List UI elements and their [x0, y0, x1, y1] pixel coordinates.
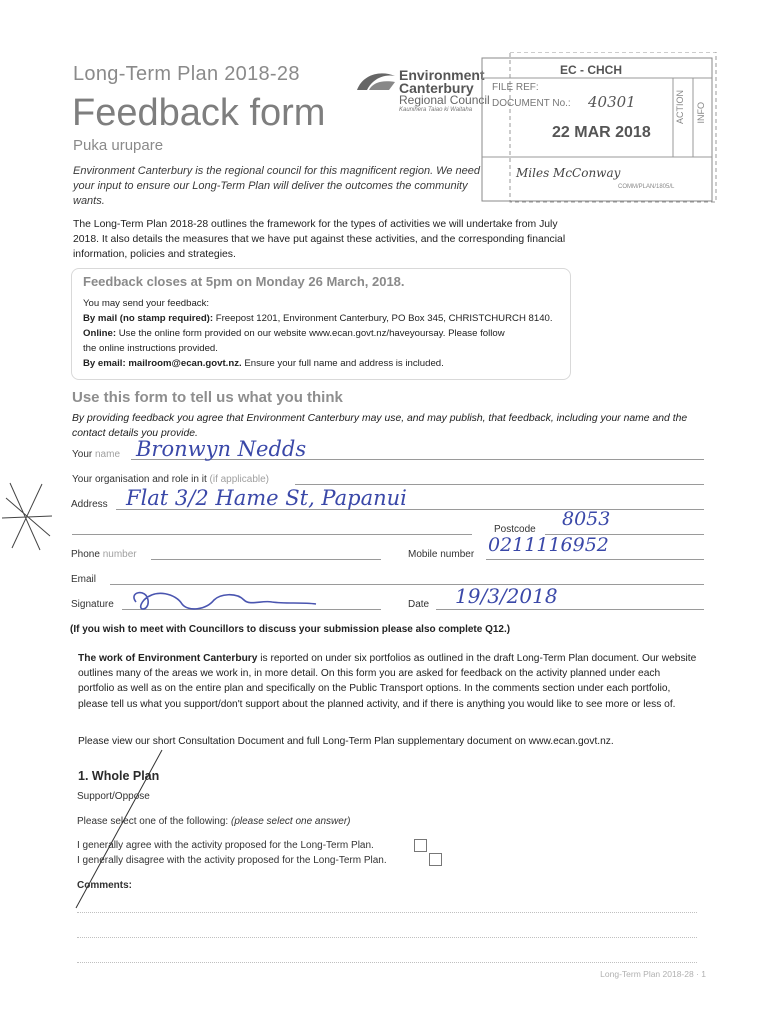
address-field-line2[interactable] — [72, 534, 472, 535]
support-oppose-label: Support/Oppose — [77, 791, 150, 802]
logo-line-4: Kaunihera Taiao ki Waitaha — [399, 107, 473, 113]
org-label: Your organisation and role in it (if applicable) — [72, 474, 269, 485]
work-description: The work of Environment Canterbury is reported on under six portfolios as outlined in the draft Long-Term Plan document. Our website outlines many of the areas we work in, in more detail. On this form you are asked for feedback on the activity planned under each portfolio as well as on the entire plan and specifically on the Public Transport options. In the comments section under each portfolio, please tell us what you support/don't support about the planned activity, and if there is anything you would like to see more or less of. — [78, 653, 697, 710]
stamp-action: ACTION — [675, 90, 685, 125]
online-instructions-cont: the online instructions provided. — [83, 343, 218, 354]
date-label: Date — [408, 599, 430, 610]
stamp-info: INFO — [696, 102, 706, 124]
organisation-field[interactable] — [295, 484, 704, 485]
signature-scribble-icon — [126, 586, 326, 618]
stamp-signature: Miles McConway — [516, 166, 621, 180]
comments-line-1[interactable] — [77, 912, 697, 913]
logo-line-3: Regional Council — [399, 93, 490, 107]
date-field[interactable] — [436, 609, 704, 610]
use-form-title: Use this form to tell us what you think — [72, 389, 343, 406]
name-label: Your name — [72, 449, 121, 460]
date-value: 19/3/2018 — [455, 584, 558, 608]
select-instruction: Please select one of the following: (please select one answer) — [77, 816, 351, 827]
agree-option-label: I generally agree with the activity proposed for the Long-Term Plan. — [77, 840, 374, 851]
use-form-intro: By providing feedback you agree that Environment Canterbury may use, and may publish, that feedback, including your name and the contact details you provide. — [72, 413, 688, 439]
stamp-file-ref: FILE REF: — [492, 82, 539, 93]
disagree-checkbox[interactable] — [429, 853, 442, 866]
council-note: (If you wish to meet with Councillors to discuss your submission please also complete Q12.) — [70, 624, 511, 635]
address-value: Flat 3/2 Hame St, Papanui — [126, 486, 407, 510]
margin-asterisk-mark-icon — [0, 478, 60, 558]
receipt-stamp — [478, 52, 718, 207]
disagree-option-label: I generally disagree with the activity proposed for the Long-Term Plan. — [77, 855, 387, 866]
stamp-doc-number: 40301 — [588, 93, 636, 111]
section-1-title: 1. Whole Plan — [78, 769, 160, 783]
feedback-deadline: Feedback closes at 5pm on Monday 26 March, 2018. — [83, 274, 405, 289]
agree-checkbox[interactable] — [414, 839, 427, 852]
comments-line-3[interactable] — [77, 962, 697, 963]
stamp-code: COMM/PLAN/1805/L — [618, 184, 675, 190]
logo-line-2: Canterbury — [399, 80, 474, 96]
phone-field[interactable] — [151, 559, 381, 560]
mail-instructions: By mail (no stamp required): Freepost 1201, Environment Canterbury, PO Box 345, CHRISTCHURCH 8140. — [83, 313, 553, 324]
mobile-label: Mobile number — [408, 549, 475, 560]
plan-description: The Long-Term Plan 2018-28 outlines the framework for the types of activities we will undertake from July 2018. It also details the measures that we have put against these activities, and the corresponding financial information, policies and strategies. — [73, 219, 566, 260]
comments-line-2[interactable] — [77, 937, 697, 938]
name-value: Bronwyn Nedds — [136, 437, 307, 461]
intro-text: Environment Canterbury is the regional council for this magnificent region. We need your input to ensure our Long-Term Plan will deliver the outcomes the community wants. — [73, 165, 481, 207]
address-label: Address — [71, 499, 108, 510]
online-instructions: Online: Use the online form provided on our website www.ecan.govt.nz/haveyoursay. Please follow — [83, 328, 505, 339]
plan-title: Long-Term Plan 2018-28 — [73, 63, 300, 85]
form-title: Feedback form — [72, 92, 326, 134]
stamp-office: EC - CHCH — [560, 63, 622, 77]
email-instructions: By email: mailroom@ecan.govt.nz. Ensure your full name and address is included. — [83, 358, 444, 369]
stamp-date: 22 MAR 2018 — [552, 124, 651, 141]
view-documents-note: Please view our short Consultation Document and full Long-Term Plan supplementary document on www.ecan.govt.nz. — [78, 736, 614, 747]
page-footer: Long-Term Plan 2018-28 · 1 — [600, 969, 706, 979]
comments-label: Comments: — [77, 880, 133, 891]
email-field[interactable] — [110, 584, 704, 585]
logo-line-1: Environment — [399, 67, 485, 83]
email-label: Email — [71, 574, 97, 585]
maori-title: Puka urupare — [73, 137, 164, 154]
mobile-field[interactable] — [486, 559, 704, 560]
send-intro: You may send your feedback: — [83, 298, 210, 309]
postcode-label: Postcode — [494, 524, 536, 535]
phone-label: Phone number — [71, 549, 137, 560]
mobile-value: 0211116952 — [488, 534, 609, 556]
environment-canterbury-logo-icon — [355, 68, 399, 98]
stamp-doc-label: DOCUMENT No.: — [492, 98, 571, 109]
postcode-value: 8053 — [562, 508, 611, 530]
strike-through-mark-icon — [70, 748, 170, 913]
signature-label: Signature — [71, 599, 114, 610]
